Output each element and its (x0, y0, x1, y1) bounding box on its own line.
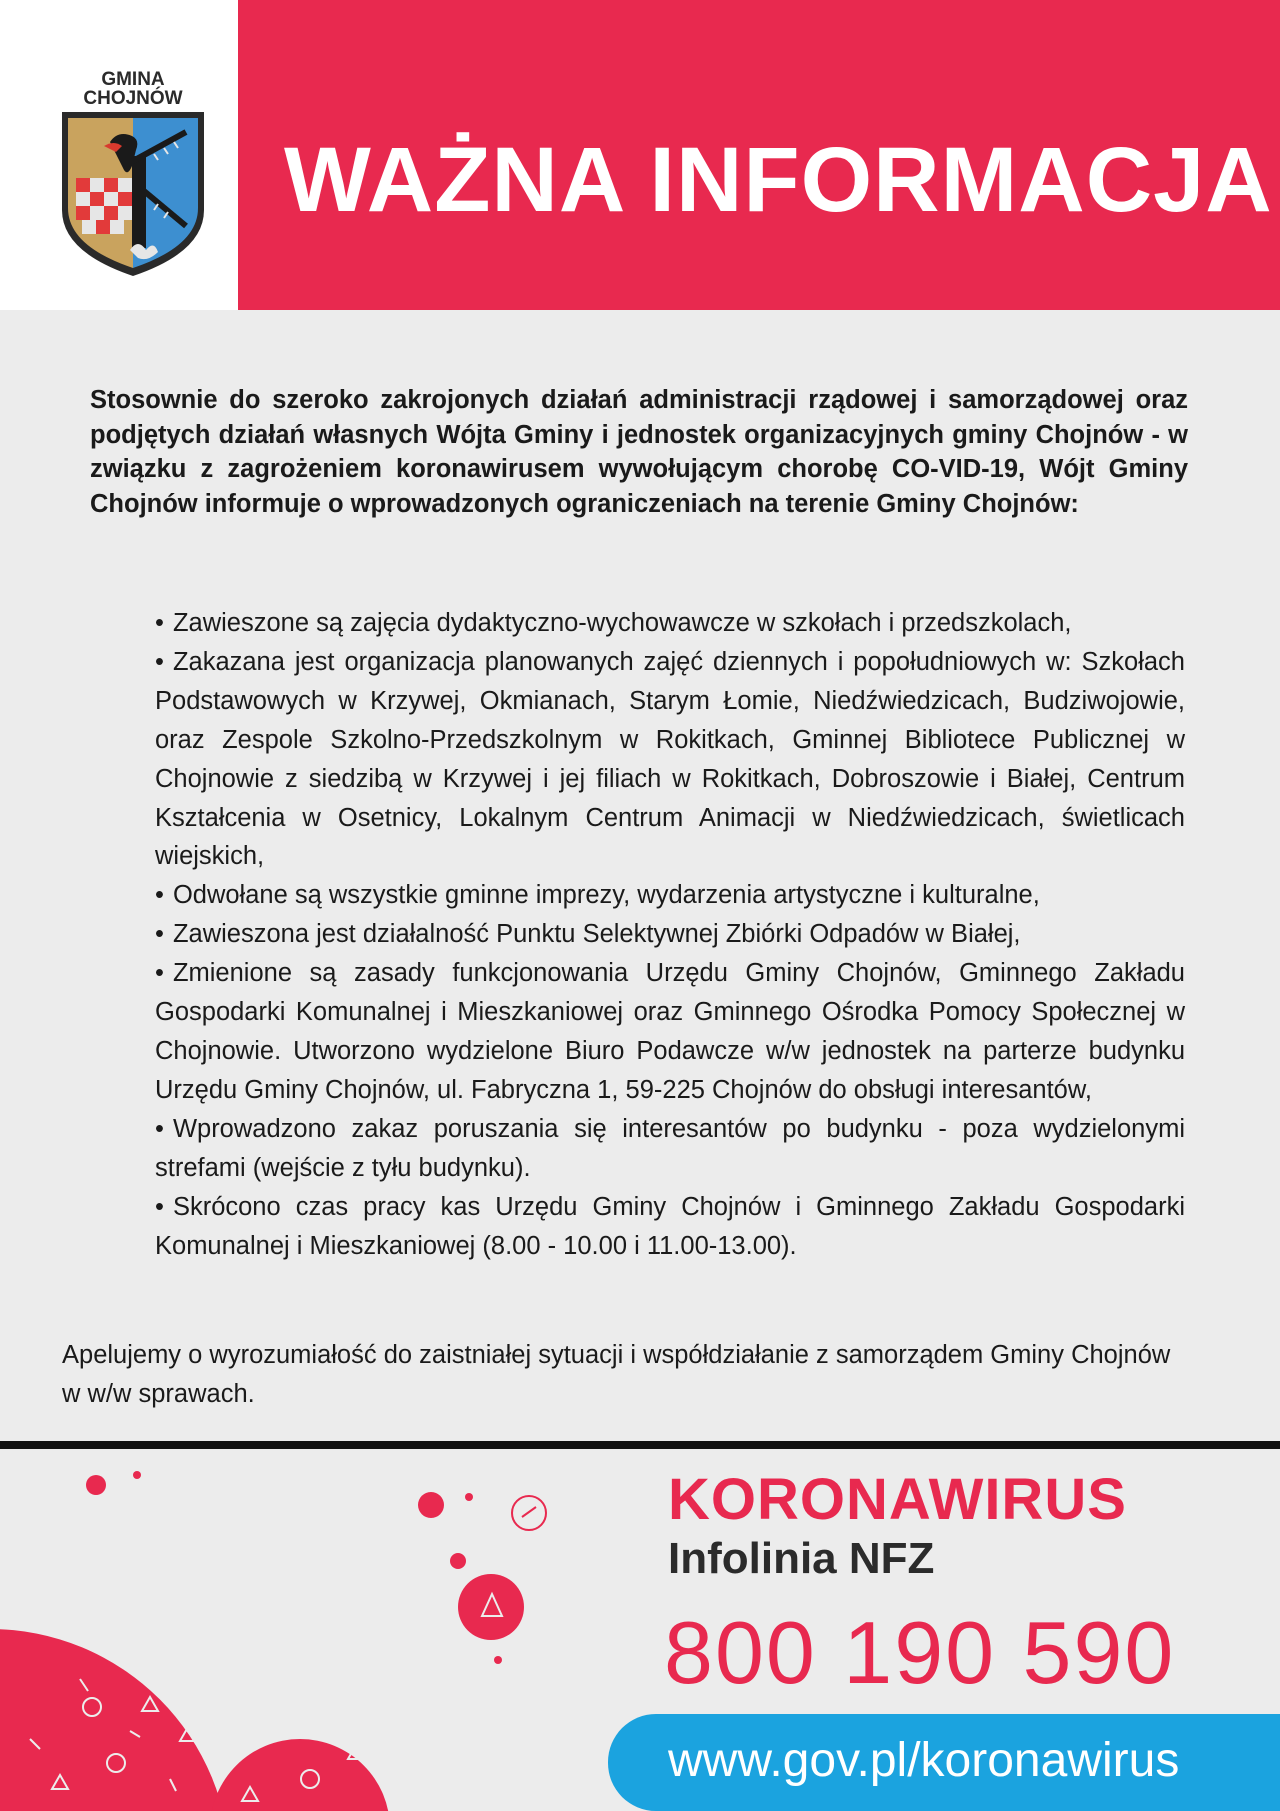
list-item: • Skrócono czas pracy kas Urzędu Gminy Chojnów i Gminnego Zakładu Gospodarki Komunalnej i Mieszkaniowej (8.00 - 10.00 i 11.00-13.00). (155, 1188, 1185, 1266)
list-item: • Zawieszone są zajęcia dydaktyczno-wychowawcze w szkołach i przedszkolach, (155, 604, 1185, 643)
restrictions-list (155, 604, 1185, 1265)
list-item: • Odwołane są wszystkie gminne imprezy, wydarzenia artystyczne i kulturalne, (155, 876, 1185, 915)
crest-label-line-1: GMINA (101, 69, 165, 90)
list-item: • Wprowadzono zakaz poruszania się interesantów po budynku - poza wydzielonymi strefami (wejście z tyłu budynku). (155, 1110, 1185, 1188)
list-item: • Zmienione są zasady funkcjonowania Urzędu Gminy Chojnów, Gminnego Zakładu Gospodarki Komunalnej i Mieszkaniowej oraz Gminnego Ośrodka Pomocy Społecznej w Chojnowie. Utworzono wydzielone Biuro Podawcze w/w jednostek na parterze budynku Urzędu Gminy Chojnów, ul. Fabryczna 1, 59-225 Chojnów do obsługi interesantów, (155, 954, 1185, 1110)
hotline-phone-number: 800 190 590 (664, 1603, 1176, 1702)
list-item: • Zawieszona jest działalność Punktu Selektywnej Zbiórki Odpadów w Białej, (155, 915, 1185, 954)
info-heading: KORONAWIRUS (668, 1467, 1127, 1532)
section-divider (0, 1441, 1280, 1449)
crest-label-line-2: CHOJNÓW (83, 88, 183, 109)
intro-paragraph: Stosownie do szeroko zakrojonych działań administracji rządowej i samorządowej oraz podjętych działań własnych Wójta Gminy i jednostek organizacyjnych gminy Chojnów - w związku z zagrożeniem koronawirusem wywołującym chorobę CO-VID-19, Wójt Gminy Chojnów informuje o wprowadzonych ograniczeniach na terenie Gminy Chojnów: (90, 386, 1188, 518)
list-item: • Zakazana jest organizacja planowanych zajęć dziennych i popołudniowych w: Szkołach Podstawowych w Krzywej, Okmianach, Starym Łomie, Niedźwiedzicach, Budziwojowie, oraz Zespole Szkolno-Przedszkolnym w Rokitkach, Gminnej Bibliotece Publicznej w Chojnowie z siedzibą w Krzywej i jej filiach w Rokitkach, Dobroszowie i Białej, Centrum Kształcenia w Osetnicy, Lokalnym Centrum Animacji w Niedźwiedzicach, świetlicach wiejskich, (155, 643, 1185, 876)
website-link[interactable]: www.gov.pl/koronawirus (668, 1734, 1180, 1787)
page-title: WAŻNA INFORMACJA (284, 129, 1273, 231)
crest-label (58, 70, 208, 108)
closing-paragraph: Apelujemy o wyrozumiałość do zaistniałej sytuacji i współdziałanie z samorządem Gminy Chojnów w w/w sprawach. (62, 1341, 1171, 1408)
info-subheading: Infolinia NFZ (668, 1534, 935, 1583)
